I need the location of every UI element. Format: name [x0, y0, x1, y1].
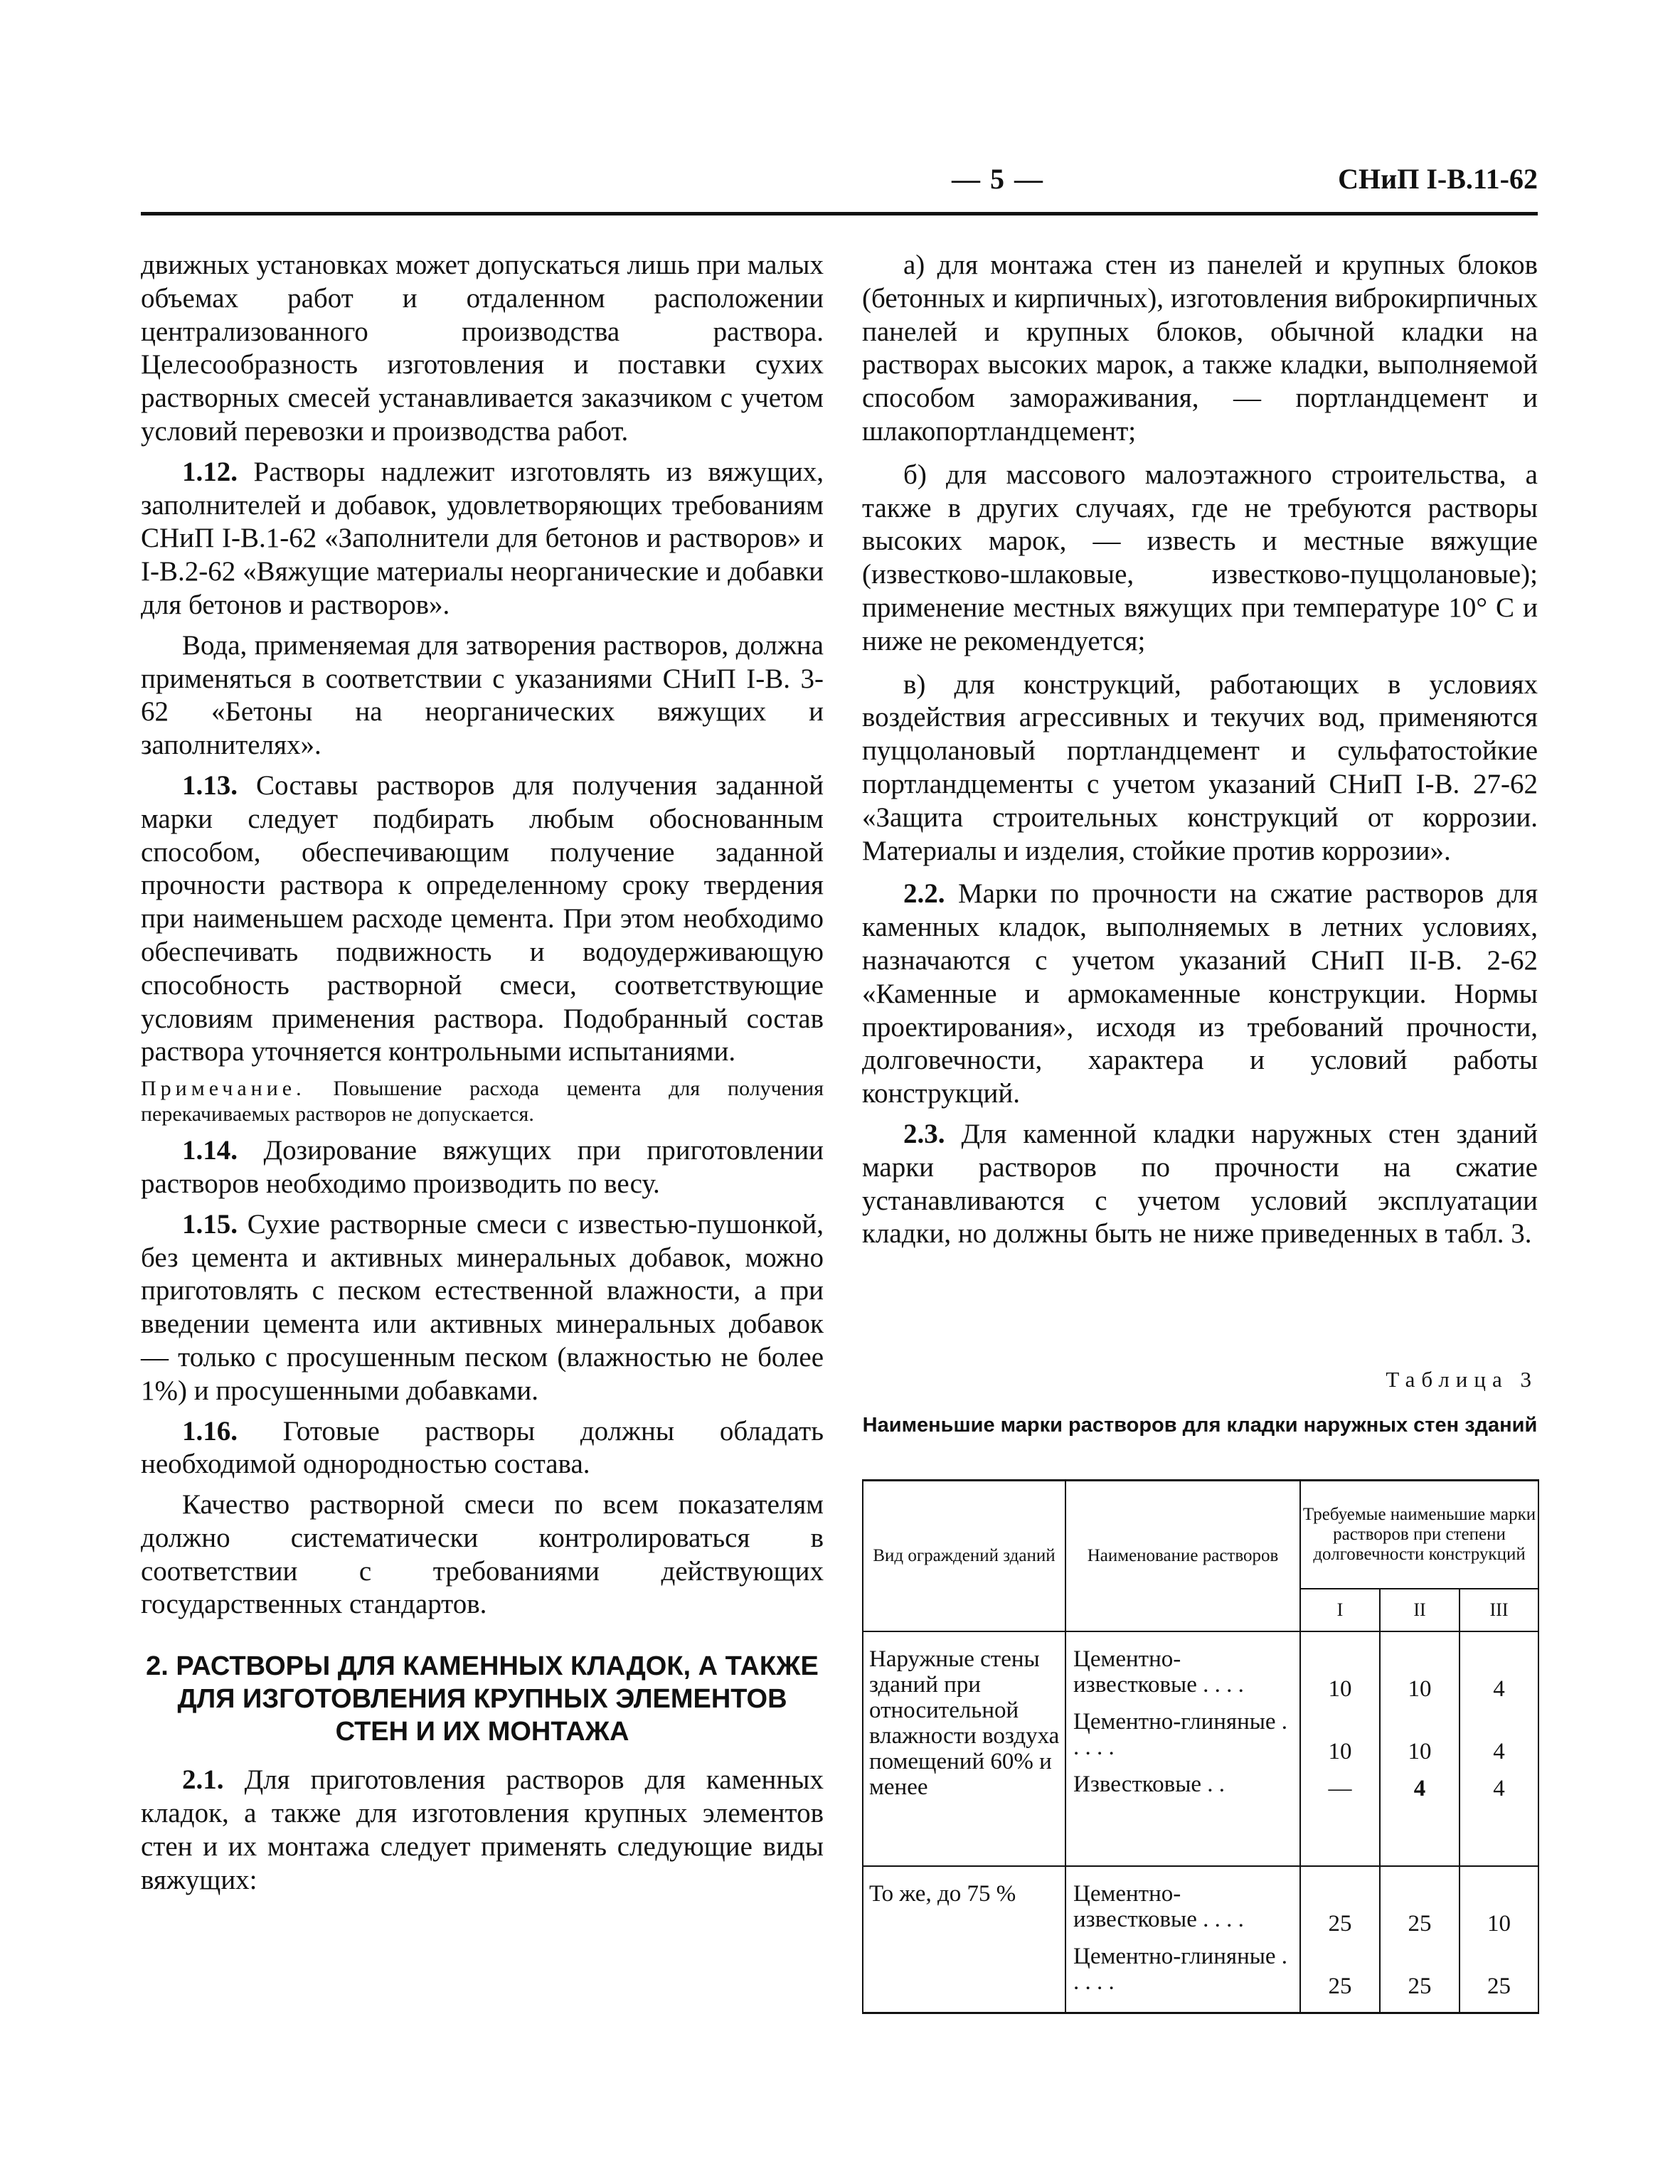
value: 25: [1487, 1973, 1511, 1999]
clause-text: Сухие растворные смеси с известью-пушонкой, без цемента и активных минеральных добавок, можно приготовлять с песком естественной влажности, а при введении цемента или активных минеральных добавок — только с просушенным песком (влажностью не более 1%) и просушенными добавками.: [141, 1208, 824, 1406]
paragraph: Вода, применяемая для затворения растворов, должна применяться в соответствии с указаниями СНиП I-В. 3-62 «Бетоны на неорганических вяжущих и заполнителях».: [141, 629, 824, 761]
list-item-v: в) для конструкций, работающих в условиях воздействия агрессивных и текучих вод, применяются пуццолановый портландцемент и сульфатостойкие портландцементы с учетом указаний СНиП I-В. 27-62 «Защита строительных конструкций от коррозии. Материалы и изделия, стойкие против коррозии».: [862, 668, 1538, 866]
value: 10: [1328, 1676, 1352, 1702]
right-column: [862, 249, 1538, 1258]
paragraph: Качество растворной смеси по всем показателям должно систематически контролироваться в соответствии с требованиями действующих государственных стандартов.: [141, 1489, 824, 1620]
note-label: Примечание.: [141, 1077, 306, 1101]
header-rule: [141, 212, 1538, 215]
paragraph: движных установках может допускаться лишь при малых объемах работ и отдаленном расположении централизованного производства раствора. Целесообразность изготовления и поставки сухих растворных смесей устанавливается заказчиком с учетом условий перевозки и производства работ.: [141, 250, 824, 447]
value: 4: [1493, 1739, 1505, 1764]
value: —: [1328, 1776, 1352, 1801]
table-cell-values: [1460, 1866, 1538, 2013]
clause-number: 1.15.: [182, 1208, 238, 1240]
paragraph-1-12: [141, 456, 824, 622]
value: 4: [1413, 1776, 1426, 1801]
table-cell-values: [1300, 1866, 1380, 2013]
paragraph-2-2: [862, 878, 1538, 1111]
value: 25: [1328, 1911, 1352, 1937]
table-cell-values: [1380, 1631, 1460, 1866]
table-cell-values: [1300, 1631, 1380, 1866]
value: 25: [1328, 1973, 1352, 1999]
value: 10: [1487, 1911, 1511, 1937]
clause-text: Для каменной кладки наружных стен зданий марки растворов по прочности на сжатие устанавливаются с учетом условий эксплуатации кладки, но должны быть не ниже приведенных в табл. 3.: [862, 1118, 1538, 1250]
marks-table: [862, 1479, 1539, 2014]
column-header-name: Наименование растворов: [1065, 1481, 1300, 1632]
table-row: [863, 1631, 1538, 1866]
section-heading: 2. РАСТВОРЫ ДЛЯ КАМЕННЫХ КЛАДОК, А ТАКЖЕ ДЛЯ ИЗГОТОВЛЕНИЯ КРУПНЫХ ЭЛЕМЕНТОВ СТЕН И ИХ МОНТАЖА: [146, 1651, 819, 1747]
mortar-name: Цементно-глиняные . . . . .: [1073, 1944, 1288, 1995]
clause-number: 1.16.: [182, 1415, 238, 1447]
paragraph-2-1: [141, 1764, 824, 1897]
table-cell-type: Наружные стены зданий при относительной влажности воздуха помещений 60% и менее: [863, 1631, 1065, 1866]
note-text: Повышение расхода цемента для получения перекачиваемых растворов не допускается.: [141, 1077, 824, 1126]
value: 4: [1493, 1776, 1505, 1801]
page-header: [141, 162, 1538, 206]
clause-number: 2.1.: [182, 1764, 224, 1796]
table-label: Таблица 3: [1386, 1367, 1538, 1392]
note: [141, 1076, 824, 1127]
list-item-a: а) для монтажа стен из панелей и крупных блоков (бетонных и кирпичных), изготовления виброкирпичных панелей и крупных блоков, обычной кладки на растворах высоких марок, а также кладки, выполняемой способом замораживания, — портландцемент и шлакопортландцемент;: [862, 250, 1538, 447]
paragraph-2-3: [862, 1118, 1538, 1251]
clause-number: 1.13.: [182, 769, 238, 801]
left-column: [141, 249, 824, 1904]
table-cell-names: [1065, 1866, 1300, 2013]
value: 25: [1408, 1911, 1432, 1937]
column-header-type: Вид ограждений зданий: [863, 1481, 1065, 1632]
clause-number: 2.3.: [903, 1118, 945, 1149]
mortar-name: Цементно-известковые . . . .: [1073, 1646, 1244, 1698]
table-cell-values: [1380, 1866, 1460, 2013]
paragraph-1-15: [141, 1208, 824, 1408]
mortar-name: Цементно-известковые . . . .: [1073, 1881, 1244, 1932]
table-cell-names: [1065, 1631, 1300, 1866]
column-header-degree: III: [1460, 1589, 1538, 1631]
table-row: [863, 1866, 1538, 2013]
clause-number: 1.12.: [182, 456, 238, 487]
document-code: СНиП I-В.11-62: [1338, 163, 1538, 195]
value: 25: [1408, 1973, 1432, 1999]
column-header-degree: II: [1380, 1589, 1460, 1631]
table-title: Наименьшие марки растворов для кладки наружных стен зданий: [862, 1414, 1538, 1437]
clause-text: Дозирование вяжущих при приготовлении растворов необходимо производить по весу.: [141, 1135, 824, 1199]
list-item-b: б) для массового малоэтажного строительства, а также в других случаях, где не требуются растворы высоких марок, — известь и местные вяжущие (известково-шлаковые, известково-пуццолановые); применение местных вяжущих при температуре 10° С и ниже не рекомендуется;: [862, 459, 1538, 656]
clause-number: 1.14.: [182, 1135, 238, 1166]
paragraph-1-16: [141, 1415, 824, 1482]
clause-number: 2.2.: [903, 878, 945, 910]
clause-text: Растворы надлежит изготовлять из вяжущих, заполнителей и добавок, удовлетворяющих требованиям СНиП I-В.1-62 «Заполнители для бетонов и растворов» и I-В.2-62 «Вяжущие материалы неорганические и добавки для бетонов и растворов».: [141, 456, 824, 620]
clause-text: Готовые растворы должны обладать необходимой однородностью состава.: [141, 1415, 824, 1480]
value: 4: [1493, 1676, 1505, 1702]
value: 10: [1328, 1739, 1352, 1764]
column-header-degree: I: [1300, 1589, 1380, 1631]
table-3: [862, 1479, 1538, 2014]
mortar-name: Известковые . .: [1073, 1772, 1226, 1797]
table-cell-type: То же, до 75 %: [863, 1866, 1065, 2013]
page-number: — 5 —: [952, 163, 1044, 195]
table-cell-values: [1460, 1631, 1538, 1866]
mortar-name: Цементно-глиняные . . . . .: [1073, 1709, 1288, 1760]
clause-text: Составы растворов для получения заданной марки следует подбирать любым обоснованным способом, обеспечивающим получение заданной прочности раствора к определенному сроку твердения при наименьшем расходе цемента. При этом необходимо обеспечивать подвижность и водоудерживающую способность растворной смеси, соответствующие условиям применения раствора. Подобранный состав раствора уточняется контрольными испытаниями.: [141, 769, 824, 1067]
value: 10: [1408, 1739, 1432, 1764]
value: 10: [1408, 1676, 1432, 1702]
paragraph-1-13: [141, 769, 824, 1069]
column-header-group: Требуемые наименьшие марки растворов при степени долговечности конструкций: [1300, 1481, 1538, 1589]
clause-text: Марки по прочности на сжатие растворов для каменных кладок, выполняемых в летних условиях, назначаются с учетом указаний СНиП II-В. 2-62 «Каменные и армокаменные конструкции. Нормы проектирования», исходя из требований прочности, долговечности, характера и условий работы конструкций.: [862, 878, 1538, 1109]
clause-text: Для приготовления растворов для каменных кладок, а также для изготовления крупных элементов стен и их монтажа следует применять следующие виды вяжущих:: [141, 1764, 824, 1895]
paragraph-1-14: [141, 1134, 824, 1201]
